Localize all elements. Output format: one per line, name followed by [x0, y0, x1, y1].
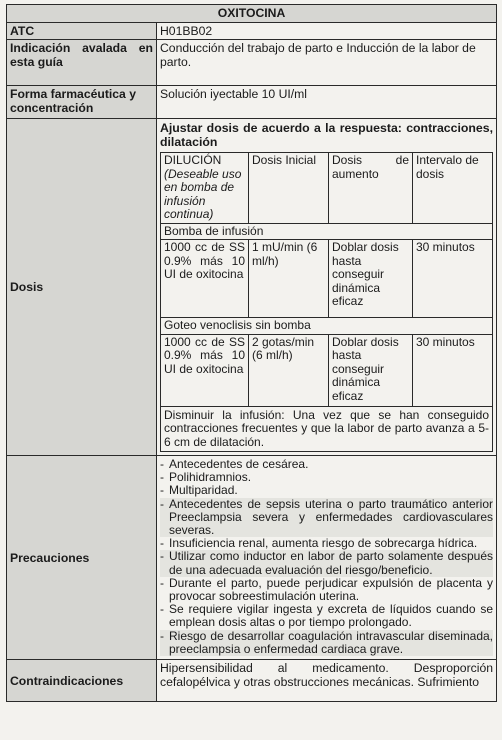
list-item: - Durante el parto, puede perjudicar expulsión de placenta y provocar sobreestimulación uterina.: [160, 577, 493, 603]
row-indicacion: [7, 40, 497, 86]
bomba-dilucion: 1000 cc de SS 0.9% más 10 UI de oxitocina: [161, 240, 249, 318]
row-atc: [7, 23, 497, 40]
dosis-content: [157, 119, 497, 456]
dose-header-row: [161, 153, 493, 224]
row-precauciones: [7, 456, 497, 660]
list-item: - Polihidramnios.: [160, 471, 493, 484]
dosis-label: Dosis: [7, 119, 157, 456]
goteo-aumento: Doblar dosis hasta conseguir dinámica eficaz: [329, 334, 413, 406]
dose-table: [160, 152, 493, 452]
contraindicaciones-content: [157, 660, 497, 702]
row-dosis: [7, 119, 497, 456]
bomba-aumento: Doblar dosis hasta conseguir dinámica eficaz: [329, 240, 413, 318]
list-item: - Utilizar como inductor en labor de parto solamente después de una adecuada evaluación del riesgo/beneficio.: [160, 550, 493, 576]
indicacion-label: Indicación avalada en esta guía: [7, 40, 157, 86]
precauciones-list: [160, 458, 493, 656]
header-aumento: Dosis de aumento: [329, 153, 413, 224]
forma-label: Forma farmacéutica y concentración: [7, 86, 157, 119]
bomba-intervalo: 30 minutos: [413, 240, 493, 318]
list-item: - Multiparidad.: [160, 484, 493, 497]
goteo-intervalo: 30 minutos: [413, 334, 493, 406]
goteo-row: [161, 334, 493, 406]
header-dilucion-note: (Deseable uso en bomba de infusión continua): [164, 166, 242, 221]
precauciones-content: [157, 456, 497, 660]
precauciones-label: Precauciones: [7, 456, 157, 660]
goteo-title: Goteo venoclisis sin bomba: [161, 318, 493, 335]
indicacion-value: Conducción del trabajo de parto e Inducción de la labor de parto.: [157, 40, 497, 86]
list-item: - Insuficiencia renal, aumenta riesgo de sobrecarga hídrica.: [160, 537, 493, 550]
atc-value: H01BB02: [157, 23, 497, 40]
list-item: - Se requiere vigilar ingesta y excreta de líquidos cuando se emplean dosis altas o por tiempo prolongado.: [160, 603, 493, 629]
atc-label: ATC: [7, 23, 157, 40]
header-inicial: Dosis Inicial: [249, 153, 329, 224]
goteo-dilucion: 1000 cc de SS 0.9% más 10 UI de oxitocina: [161, 334, 249, 406]
drug-table: [6, 4, 497, 702]
bomba-row: [161, 240, 493, 318]
bomba-title: Bomba de infusión: [161, 223, 493, 240]
bomba-inicial: 1 mU/min (6 ml/h): [249, 240, 329, 318]
forma-value: Solución iyectable 10 UI/ml: [157, 86, 497, 119]
goteo-inicial: 2 gotas/min (6 ml/h): [249, 334, 329, 406]
list-item: - Antecedentes de sepsis uterina o parto traumático anterior Preeclampsia severa y enfermedades cardiovasculares severas.: [160, 498, 493, 538]
header-dilucion: [161, 153, 249, 224]
contraindicaciones-label: Contraindicaciones: [7, 660, 157, 702]
header-intervalo: Intervalo de dosis: [413, 153, 493, 224]
dosis-intro: Ajustar dosis de acuerdo a la respuesta: contracciones, dilatación: [160, 121, 493, 149]
header-dilucion-title: DILUCIÓN: [164, 153, 222, 167]
drug-title: OXITOCINA: [7, 5, 497, 23]
list-item: - Antecedentes de cesárea.: [160, 458, 493, 471]
contraindicaciones-value: Hipersensibilidad al medicamento. Desproporción cefalopélvica y otras obstrucciones mecánicas. Sufrimiento: [160, 661, 493, 690]
list-item: - Riesgo de desarrollar coagulación intravascular diseminada, preeclampsia o enfermedad cardiaca grave.: [160, 630, 493, 656]
document-page: [6, 4, 496, 702]
dosis-footer: Disminuir la infusión: Una vez que se han conseguido contracciones frecuentes y que la labor de parto avanza a 5-6 cm de dilatación.: [161, 406, 493, 452]
row-contraindicaciones: [7, 660, 497, 702]
row-forma: [7, 86, 497, 119]
